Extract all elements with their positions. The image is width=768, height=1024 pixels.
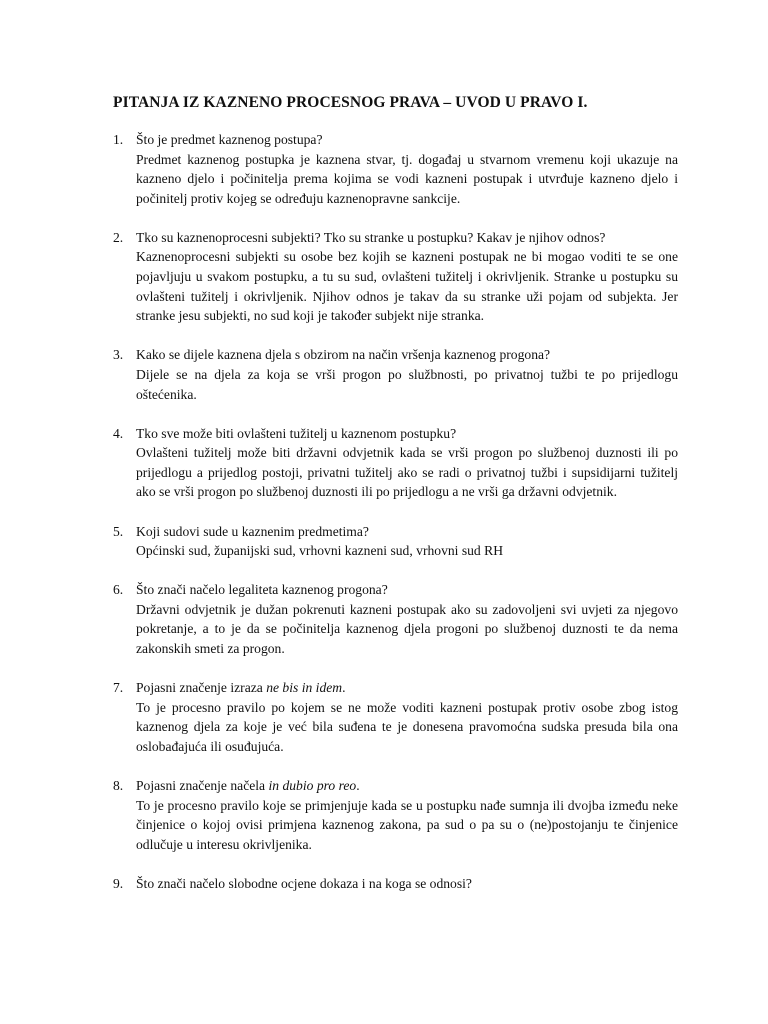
answer-text: Predmet kaznenog postupka je kaznena stvar, tj. događaj u stvarnom vremenu koji ukazuje na kazneno djelo i počinitelja prema kojima se vodi kazneni postupak i utvrđuje kazneno djelo i počinitelj protiv kojeg se određuju kaznenopravne sankcije. — [136, 151, 678, 206]
question-text: Koji sudovi sude u kaznenim predmetima? — [136, 523, 369, 539]
question-number: 1. — [113, 132, 124, 147]
question-text: Što znači načelo legaliteta kaznenog progona? — [136, 582, 388, 598]
answer-text: To je procesno pravilo po kojem se ne može voditi kazneni postupak protiv osobe zbog istog kaznenog djela za koje je već bila suđena te je donesena pravomoćna sudska presuda bila ona oslobađajuća ili osuđujuća. — [136, 699, 678, 754]
question-text: Tko su kaznenoprocesni subjekti? Tko su stranke u postupku? Kakav je njihov odnos? — [136, 229, 606, 245]
question-number: 7. — [113, 680, 124, 696]
question-list — [113, 130, 678, 913]
answer-text: Općinski sud, županijski sud, vrhovni kazneni sud, vrhovni sud RH — [136, 543, 504, 559]
question-item-2 — [113, 228, 678, 326]
question-item-1 — [113, 130, 678, 208]
question-number: 2. — [113, 229, 124, 245]
answer-text: Kaznenoprocesni subjekti su osobe bez kojih se kazneni postupak ne bi mogao voditi te se one pojavljuju u svakom postupku, a tu su sud, ovlašteni tužitelj i okrivljenik. Stranke u postupku su ovlašteni tužitelj i okrivljenik. Njihov odnos je takav da su stranke uži pojam od subjekta. Jer stranke jesu subjekti, no sud koji je također subjekt nije stranka. — [136, 249, 678, 324]
question-text-prefix: Pojasni značenje načela — [136, 777, 269, 793]
question-text — [136, 678, 678, 698]
question-text-suffix: . — [342, 680, 346, 696]
question-item-5 — [113, 522, 678, 561]
question-item-3 — [113, 345, 678, 404]
question-item-8 — [113, 776, 678, 854]
answer-text: Dijele se na djela za koja se vrši progon po službnosti, po privatnoj tužbi te po prijedlogu oštećenika. — [136, 366, 678, 402]
answer-text: Ovlašteni tužitelj može biti državni odvjetnik kada se vrši progon po službenoj duznosti ili po prijedlogu a prijedlog postoji, privatni tužitelj ako se radi o privatnoj tužbi i supsidijarni tužitelj ako se vrši progon po službenoj duznosti ili po prijedlogu a ne vrši ga državni odvjetnik. — [136, 445, 678, 500]
question-number: 5. — [113, 523, 124, 539]
answer-text: Državni odvjetnik je dužan pokrenuti kazneni postupak ako su zadovoljeni svi uvjeti za njegovo pokretanje, a to je da se počinitelja kaznenog djela progoni po službenoj duznosti te da nema zakonskih smeti za progon. — [136, 601, 678, 656]
question-number: 9. — [113, 875, 124, 891]
question-text-prefix: Pojasni značenje izraza — [136, 680, 267, 696]
answer-text: To je procesno pravilo koje se primjenjuje kada se u postupku nađe sumnja ili dvojba između neke činjenice o kojoj ovisi primjena kaznenog zakona, pa sud o pa su o (ne)postojanju te činjenice odlučuje u interesu okrivljenika. — [136, 797, 678, 852]
question-item-7 — [113, 678, 678, 756]
question-number: 4. — [113, 425, 124, 441]
question-text: Kako se dijele kaznena djela s obzirom na način vršenja kaznenog progona? — [136, 347, 551, 363]
page-title: PITANJA IZ KAZNENO PROCESNOG PRAVA – UVOD U PRAVO I. — [113, 94, 588, 111]
question-item-4 — [113, 424, 678, 502]
question-item-6 — [113, 580, 678, 658]
question-text — [136, 776, 678, 796]
latin-term: ne bis in idem — [266, 680, 343, 696]
question-text: Tko sve može biti ovlašteni tužitelj u kaznenom postupku? — [136, 425, 457, 441]
question-number: 8. — [113, 777, 124, 793]
question-text: Što je predmet kaznenog postupa? — [136, 132, 323, 147]
question-number: 6. — [113, 582, 124, 598]
latin-term: in dubio pro reo — [268, 777, 357, 793]
question-text-suffix: . — [356, 777, 360, 793]
question-text: Što znači načelo slobodne ocjene dokaza i na koga se odnosi? — [136, 875, 472, 891]
question-number: 3. — [113, 347, 124, 363]
question-item-9 — [113, 874, 678, 894]
